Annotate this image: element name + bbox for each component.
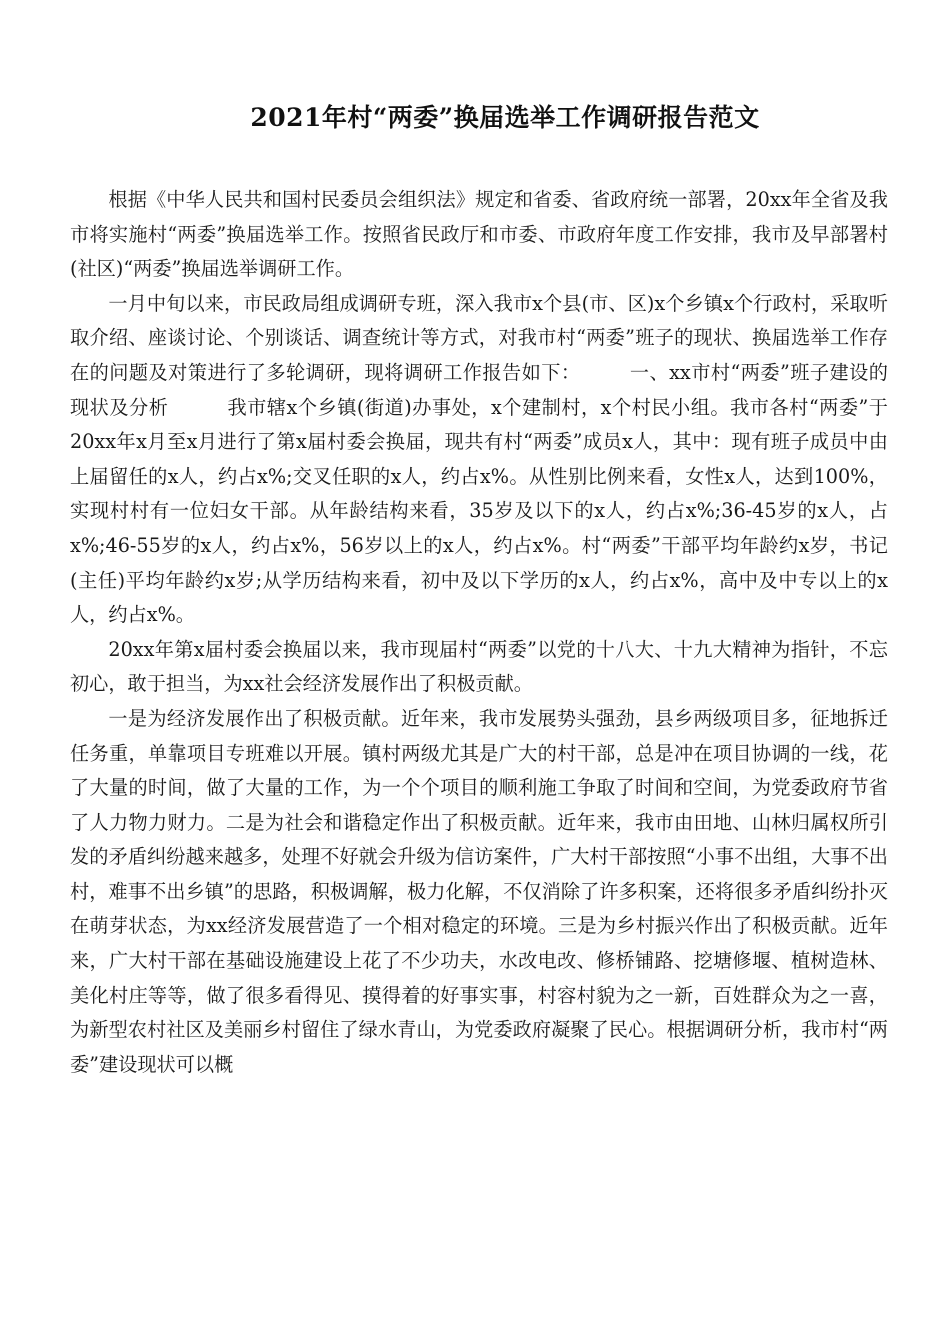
document-body xyxy=(70,183,888,1082)
paragraph: 一是为经济发展作出了积极贡献。近年来，我市发展势头强劲，县乡两级项目多，征地拆迁任务重，单靠项目专班难以开展。镇村两级尤其是广大的村干部，总是冲在项目协调的一线，花了大量的时间，做了大量的工作，为一个个项目的顺利施工争取了时间和空间，为党委政府节省了人力物力财力。二是为社会和谐稳定作出了积极贡献。近年来，我市由田地、山林归属权所引发的矛盾纠纷越来越多，处理不好就会升级为信访案件，广大村干部按照“小事不出组，大事不出村，难事不出乡镇”的思路，积极调解，极力化解，不仅消除了许多积案，还将很多矛盾纠纷扑灭在萌芽状态，为xx经济发展营造了一个相对稳定的环境。三是为乡村振兴作出了积极贡献。近年来，广大村干部在基础设施建设上花了不少功夫，水改电改、修桥铺路、挖塘修堰、植树造林、美化村庄等等，做了很多看得见、摸得着的好事实事，村容村貌为之一新，百姓群众为之一喜，为新型农村社区及美丽乡村留住了绿水青山，为党委政府凝聚了民心。根据调研分析，我市村“两委”建设现状可以概 xyxy=(70,706,888,1076)
paragraph: 根据《中华人民共和国村民委员会组织法》规定和省委、省政府统一部署，20xx年全省及我市将实施村“两委”换届选举工作。按照省民政厅和市委、市政府年度工作安排，我市及早部署村(社区)“两委”换届选举调研工作。 xyxy=(70,188,888,281)
paragraph: 一月中旬以来，市民政局组成调研专班，深入我市x个县(市、区)x个乡镇x个行政村，采取听取介绍、座谈讨论、个别谈话、调查统计等方式，对我市村“两委”班子的现状、换届选举工作存在的问题及对策进行了多轮调研，现将调研工作报告如下： 一、xx市村“两委”班子建设的现状及分析 我市辖x个乡镇(街道)办事处，x个建制村，x个村民小组。我市各村“两委”于20xx年x月至x月进行了第x届村委会换届，现共有村“两委”成员x人，其中：现有班子成员中由上届留任的x人，约占x%;交叉任职的x人，约占x%。从性别比例来看，女性x人，达到100%，实现村村有一位妇女干部。从年龄结构来看，35岁及以下的x人，约占x%;36-45岁的x人，占x%;46-55岁的x人，约占x%，56岁以上的x人，约占x%。村“两委”干部平均年龄约x岁，书记(主任)平均年龄约x岁;从学历结构来看，初中及以下学历的x人，约占x%，高中及中专以上的x人，约占x%。 xyxy=(70,291,888,627)
document-title: 2021年村“两委”换届选举工作调研报告范文 xyxy=(250,103,760,132)
paragraph: 20xx年第x届村委会换届以来，我市现届村“两委”以党的十八大、十九大精神为指针，不忘初心，敢于担当，为xx社会经济发展作出了积极贡献。 xyxy=(70,637,888,696)
